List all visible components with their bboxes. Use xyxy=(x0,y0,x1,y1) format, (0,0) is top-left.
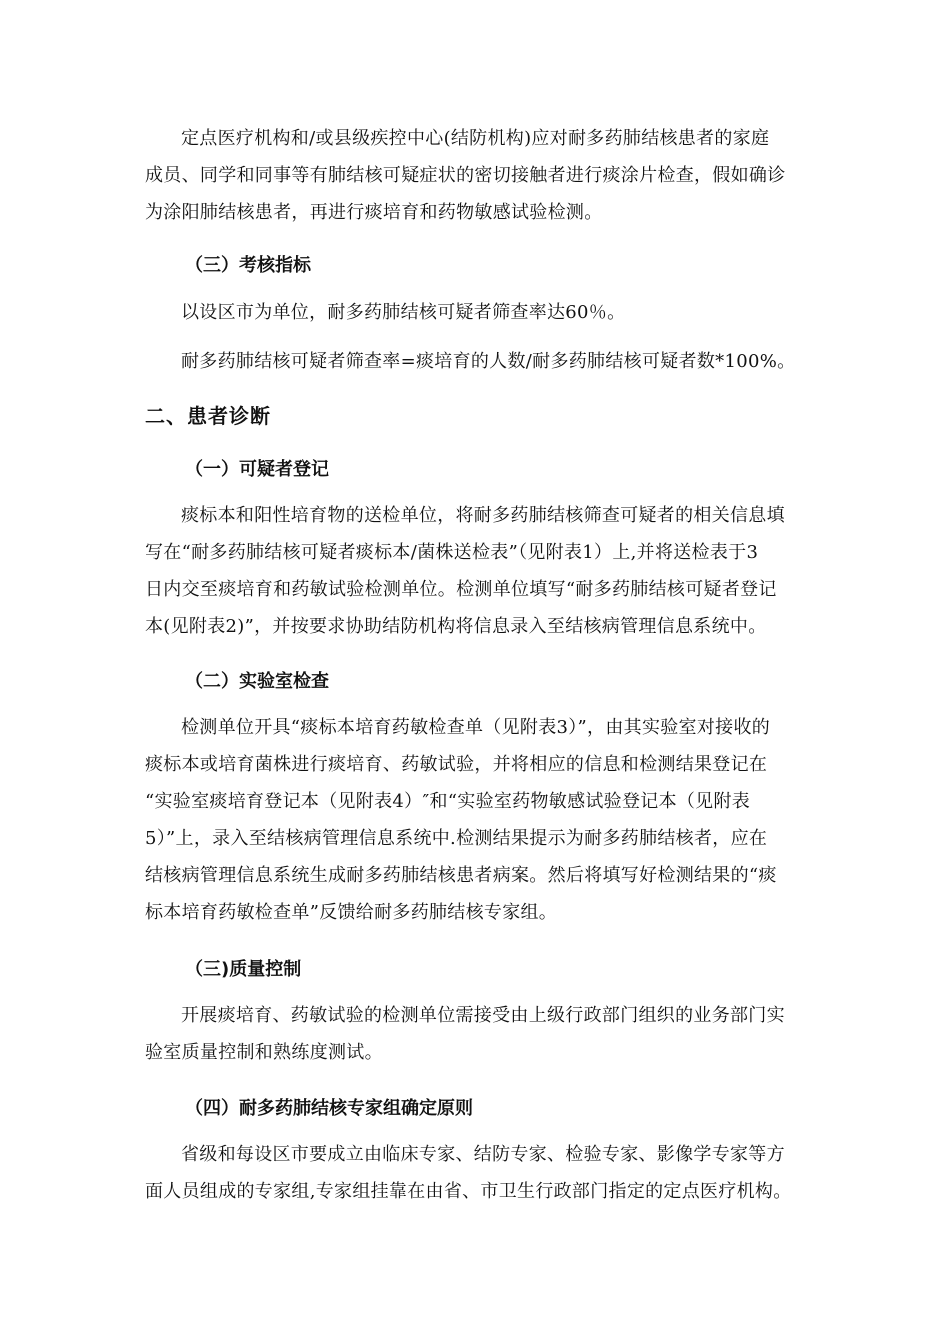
paragraph-screening-formula xyxy=(145,343,825,380)
text-line: 为涂阳肺结核患者，再进行痰培育和药物敏感试验检测。 xyxy=(145,202,603,223)
text-line: 面人员组成的专家组,专家组挂靠在由省、市卫生行政部门指定的定点医疗机构。 xyxy=(145,1181,792,1202)
heading-laboratory-examination: （二）实验室检查 xyxy=(185,671,329,692)
heading-expert-group-principles: （四）耐多药肺结核专家组确定原则 xyxy=(185,1098,473,1119)
text-line: 省级和每设区市要成立由临床专家、结防专家、检验专家、影像学专家等方 xyxy=(181,1144,785,1165)
heading-assessment-indicators: （三）考核指标 xyxy=(185,255,311,276)
text-line: 成员、同学和同事等有肺结核可疑症状的密切接触者进行痰涂片检查，假如确诊 xyxy=(145,165,786,186)
text-line: 痰标本和阳性培育物的送检单位，将耐多药肺结核筛查可疑者的相关信息填 xyxy=(181,505,785,526)
text-line: 检测单位开具“痰标本培育药敏检查单（见附表3）”，由其实验室对接收的 xyxy=(181,717,771,738)
text-line: 5）”上，录入至结核病管理信息系统中.检测结果提示为耐多药肺结核者，应在 xyxy=(145,828,768,849)
text-line: 痰标本或培育菌株进行痰培育、药敏试验，并将相应的信息和检测结果登记在 xyxy=(145,754,768,775)
text-line: 标本培育药敏检查单”反馈给耐多药肺结核专家组。 xyxy=(145,902,558,923)
text-line: 开展痰培育、药敏试验的检测单位需接受由上级行政部门组织的业务部门实 xyxy=(181,1005,785,1026)
text-line: 以设区市为单位，耐多药肺结核可疑者筛查率达60％。 xyxy=(181,302,626,323)
text-line: 本(见附表2)”，并按要求协助结防机构将信息录入至结核病管理信息系统中。 xyxy=(145,616,767,637)
text-line: “实验室痰培育登记本（见附表4）″和“实验室药物敏感试验登记本（见附表 xyxy=(145,791,751,812)
paragraph-laboratory-examination xyxy=(145,709,825,931)
heading-quality-control: （三)质量控制 xyxy=(185,959,302,980)
section-title-patient-diagnosis: 二、患者诊断 xyxy=(145,404,271,428)
text-line: 验室质量控制和熟练度测试。 xyxy=(145,1042,383,1063)
text-line: 写在“耐多药肺结核可疑者痰标本/菌株送检表”（见附表1）上,并将送检表于3 xyxy=(145,542,759,563)
paragraph-contact-screening xyxy=(145,120,825,231)
paragraph-screening-rate xyxy=(145,294,825,331)
paragraph-suspect-registration xyxy=(145,497,825,645)
text-line: 结核病管理信息系统生成耐多药肺结核患者病案。然后将填写好检测结果的“痰 xyxy=(145,865,777,886)
text-line: 定点医疗机构和/或县级疾控中心(结防机构)应对耐多药肺结核患者的家庭 xyxy=(181,128,770,149)
text-line: 日内交至痰培育和药敏试验检测单位。检测单位填写“耐多药肺结核可疑者登记 xyxy=(145,579,777,600)
heading-suspect-registration: （一）可疑者登记 xyxy=(185,459,329,480)
text-line: 耐多药肺结核可疑者筛查率=痰培育的人数/耐多药肺结核可疑者数*100%。 xyxy=(181,351,796,372)
paragraph-expert-group xyxy=(145,1136,825,1210)
paragraph-quality-control xyxy=(145,997,825,1071)
